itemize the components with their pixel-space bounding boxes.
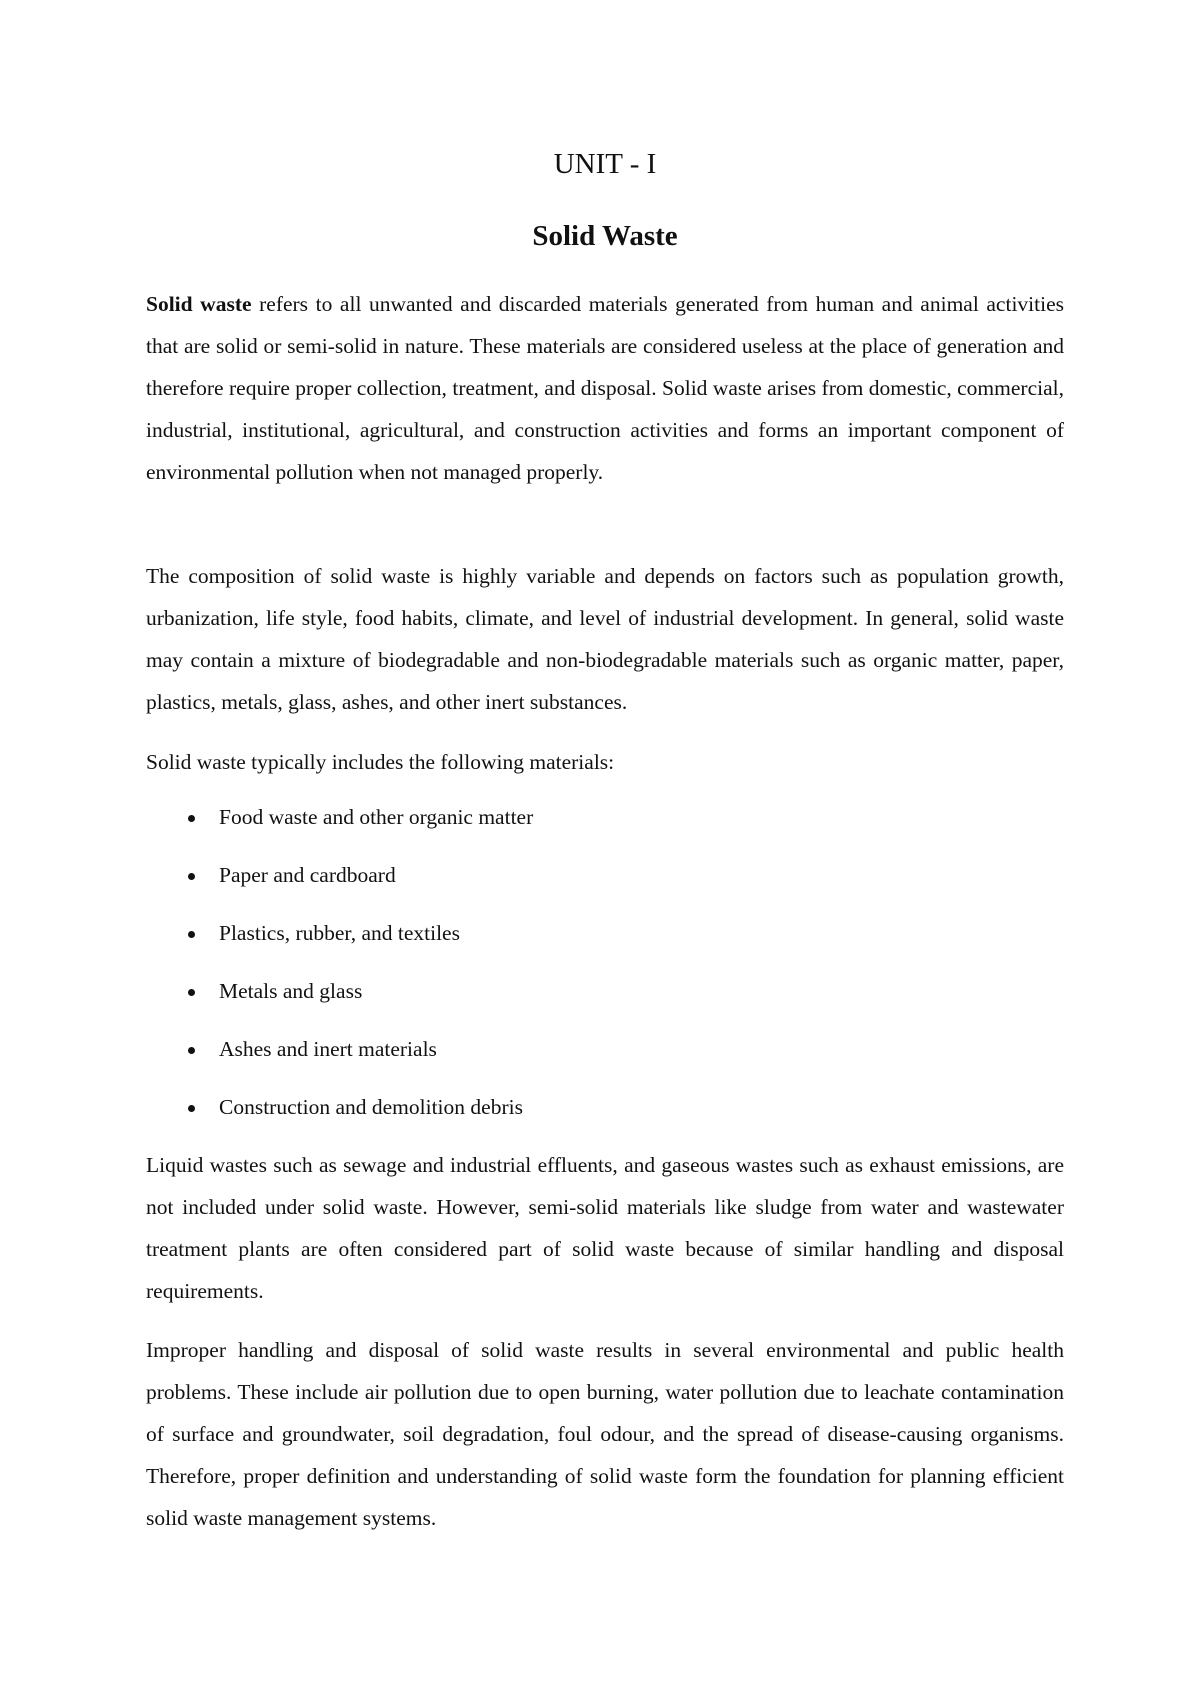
list-item: Paper and cardboard [146, 854, 1064, 912]
list-item: Food waste and other organic matter [146, 796, 1064, 854]
paragraph-definition-text: refers to all unwanted and discarded materials generated from human and animal activities that are solid or semi-solid in nature. These materials are considered useless at the place of generation and therefore require proper collection, treatment, and disposal. Solid waste arises from domestic, commercial, industrial, institutional, agricultural, and construction activities and forms an important component of environmental pollution when not managed properly. [146, 292, 1064, 484]
list-item: Plastics, rubber, and textiles [146, 912, 1064, 970]
materials-list [146, 796, 1064, 1144]
list-item: Metals and glass [146, 970, 1064, 1028]
paragraph-definition [146, 283, 1064, 493]
list-item: Ashes and inert materials [146, 1028, 1064, 1086]
list-item: Construction and demolition debris [146, 1086, 1064, 1144]
paragraph-list-intro: Solid waste typically includes the following materials: [146, 750, 615, 774]
paragraph-problems: Improper handling and disposal of solid waste results in several environmental and public health problems. These include air pollution due to open burning, water pollution due to leachate contamination of surface and groundwater, soil degradation, foul odour, and the spread of disease-causing organisms. Therefore, proper definition and understanding of solid waste form the foundation for planning efficient solid waste management systems. [146, 1338, 1064, 1530]
paragraph-composition: The composition of solid waste is highly variable and depends on factors such as population growth, urbanization, life style, food habits, climate, and level of industrial development. In general, solid waste may contain a mixture of biodegradable and non-biodegradable materials such as organic matter, paper, plastics, metals, glass, ashes, and other inert substances. [146, 564, 1064, 714]
bullet-icon [188, 873, 195, 880]
unit-heading: UNIT - I [553, 148, 657, 180]
section-title: Solid Waste [532, 220, 678, 252]
bullet-icon [188, 931, 195, 938]
bullet-icon [188, 1105, 195, 1112]
bullet-icon [188, 1047, 195, 1054]
term-solid-waste: Solid waste [146, 292, 252, 316]
paragraph-exclusions: Liquid wastes such as sewage and industrial effluents, and gaseous wastes such as exhaust emissions, are not included under solid waste. However, semi-solid materials like sludge from water and wastewater treatment plants are often considered part of solid waste because of similar handling and disposal requirements. [146, 1153, 1064, 1303]
bullet-icon [188, 815, 195, 822]
bullet-icon [188, 989, 195, 996]
